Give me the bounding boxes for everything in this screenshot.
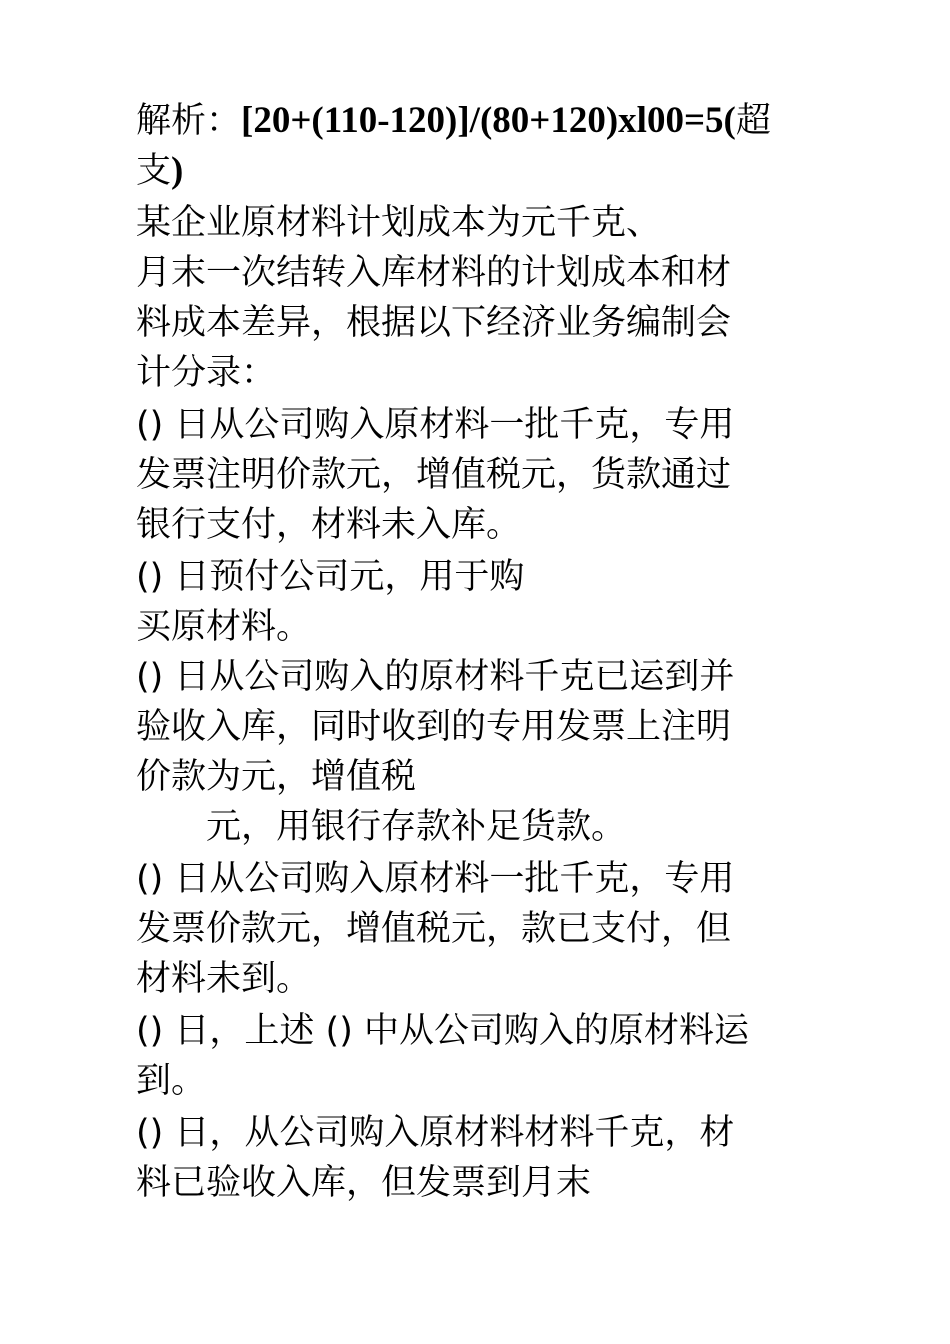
paragraph-line: 某企业原材料计划成本为元千克、 [136, 203, 662, 243]
paragraph-line: 银行支付，材料未入库。 [136, 505, 522, 545]
analysis-label: 解析： [136, 101, 242, 141]
paragraph-line: () 日预付公司元，用于购 [136, 557, 525, 597]
paragraph-line: 材料未到。 [136, 959, 312, 999]
paragraph-line: 料成本差异，根据以下经济业务编制会 [136, 303, 732, 343]
paragraph-line: 买原材料。 [136, 607, 312, 647]
paragraph-line: 月末一次结转入库材料的计划成本和材 [136, 253, 732, 293]
paragraph-line: () 日，上述 () 中从公司购入的原材料运 [136, 1011, 749, 1051]
paragraph-line: 元，用银行存款补足货款。 [206, 807, 627, 847]
analysis-closing: ) [171, 150, 184, 191]
paragraph-line: 料已验收入库，但发票到月末 [136, 1163, 592, 1203]
paragraph-line: 计分录： [136, 353, 277, 393]
paragraph-line: 验收入库，同时收到的专用发票上注明 [136, 707, 732, 747]
document-body [136, 96, 826, 1208]
analysis-tail-2: 支 [136, 151, 172, 191]
analysis-formula: [20+(110-120)]/(80+120)xl00=5( [241, 100, 736, 141]
paragraph-line: () 日从公司购入原材料一批千克，专用 [136, 405, 735, 445]
paragraph-line: () 日从公司购入原材料一批千克，专用 [136, 859, 735, 899]
paragraph-line: 到。 [136, 1061, 207, 1101]
paragraph-line: () 日，从公司购入原材料材料千克，材 [136, 1113, 735, 1153]
paragraph-line: () 日从公司购入的原材料千克已运到并 [136, 657, 735, 697]
analysis-line-2 [136, 146, 826, 196]
analysis-tail-1: 超 [735, 101, 771, 141]
paragraph-line: 发票价款元，增值税元，款已支付，但 [136, 909, 732, 949]
analysis-line [136, 96, 826, 146]
paragraph-line: 发票注明价款元，增值税元，货款通过 [136, 455, 732, 495]
paragraph-line: 价款为元，增值税 [136, 757, 417, 797]
